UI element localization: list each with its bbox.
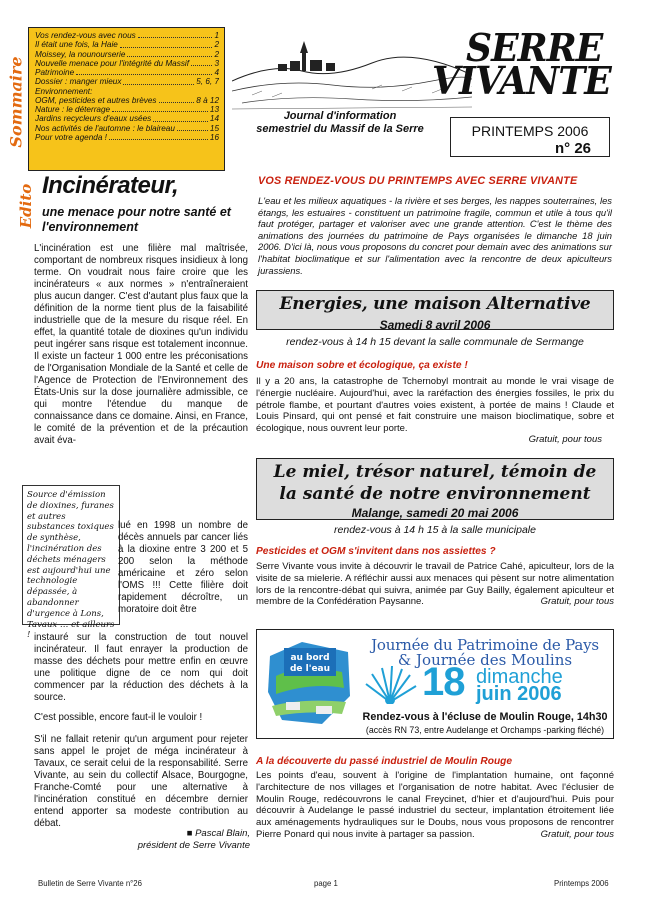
toc-item: Jardins recycleurs d'eaux usées 14 bbox=[35, 114, 219, 124]
event1-date: Samedi 8 avril 2006 bbox=[379, 318, 491, 332]
toc-item: Dossier : manger mieux 5, 6, 7 bbox=[35, 77, 219, 87]
section2-note: Gratuit, pour tous bbox=[540, 596, 614, 608]
patrimoine-month-year: juin 2006 bbox=[476, 683, 562, 705]
table-of-contents bbox=[28, 27, 225, 171]
edito-paragraph-4: C'est possible, encore faut-il le vouloir ! bbox=[34, 712, 203, 723]
mill-wheel-icon bbox=[362, 666, 418, 704]
section2-title: Pesticides et OGM s'invitent dans nos assiettes ? bbox=[256, 546, 496, 557]
issue-number: n° 26 bbox=[554, 140, 591, 157]
event1-meeting-point: rendez-vous à 14 h 15 devant la salle communale de Sermange bbox=[286, 336, 584, 348]
edito-label: Edito bbox=[17, 183, 35, 229]
edito-pull-quote: Source d'émission de dioxines, furanes et autres substances toxiques de synthèse, l'incinération des déchets ménagers est aujourd'hui une technologie dépassée, à abandonner d'urgence à Lons, Tavaux … et ailleurs ! bbox=[22, 485, 120, 625]
section3-text: Les points d'eau, souvent à l'origine de l'implantation humaine, ont façonné l'architecture de nos villages et l'organisation de notre habitat. Avec l'éclusier de Moulin Rouge, redécouvrons le canal Freycinet, d'hier et d'aujourd'hui. Puis pour découvrir à Audelange le passé industriel du secteur, implantation étroitement liée aux aménagements hydrauliques sur le Doubs, nous vous proposons de rencontrer Pierre Ponard qui nous invite à partager sa passion. Gratuit, pour tous bbox=[256, 770, 614, 840]
toc-item: Nouvelle menace pour l'intégrité du Massif 3 bbox=[35, 58, 219, 68]
svg-text:de l'eau: de l'eau bbox=[289, 664, 331, 674]
edito-paragraph-3: instauré sur la construction de tout nouvel incinérateur. Il faut enrayer la production de masse des déchets pour mettre enfin en œuvre une politique digne de ce nom qui doit commencer par la réduction des déchets à la source. bbox=[34, 632, 248, 703]
patrimoine-line2: & Journée des Moulins bbox=[397, 651, 573, 669]
toc-item: Il était une fois, la Haie 2 bbox=[35, 40, 219, 50]
rendezvous-intro: L'eau et les milieux aquatiques - la rivière et ses berges, les nappes souterraines, les étangs, les estuaires - constituent un patrimoine fragile, commun et utile à tous qu'il faut protéger, partager et valoriser avec une grande attention. C'est le thème des animations des journées du patrimoine de Pays organisées le dimanche 18 juin 2006. D'ici là, nous vous proposons du concret pour demain avec des animations sur l'habitat bioclimatique et sur l'alimentation avec la rencontre de deux apiculteurs jurassiens. bbox=[258, 195, 612, 276]
section1-title: Une maison sobre et écologique, ça existe ! bbox=[256, 360, 468, 371]
toc-item: Pour votre agenda ! 16 bbox=[35, 132, 219, 142]
edito-title: Incinérateur, bbox=[42, 172, 179, 199]
patrimoine-meeting-point: Rendez-vous à l'écluse de Moulin Rouge, 14h30 bbox=[362, 711, 608, 723]
toc-item: Nature : le déterrage 13 bbox=[35, 105, 219, 114]
toc-item: Nos activités de l'automne : le blaireau 15 bbox=[35, 123, 219, 133]
footer-bulletin: Bulletin de Serre Vivante n°26 bbox=[38, 879, 142, 888]
edito-paragraph-1: L'incinération est une filière mal maîtrisée, comportant de nombreux risques insidieux à long terme. On voudrait nous faire croire que les incinérateurs « aux normes » n'entraîneraient plus aucun danger. C'est d'autant plus faux que la définition de la norme tient plus de la faisabilité industrielle que de la mesure du risque réel. En effet, la quantité totale de dioxines qu'un individu peut ingérer sans risque est totalement inconnue. Il existe un facteur 1 000 entre les préconisations de l'Organisation Mondiale de la Santé et celle de l'Agence de Protection de l'Environnement des États-Unis sur la dose journalière admissible, ce qui montre l'étendue du manque de connaissance dans ce domaine. Ainsi, en France, le comité de la prévention et de la précaution avait éva- bbox=[34, 243, 248, 446]
patrimoine-day-name: dimanche bbox=[476, 666, 563, 688]
rendezvous-heading: VOS RENDEZ-VOUS DU PRINTEMPS AVEC SERRE VIVANTE bbox=[258, 175, 578, 187]
event2-meeting-point: rendez-vous à 14 h 15 à la salle municipale bbox=[334, 524, 536, 536]
section2-text: Serre Vivante vous invite à découvrir le travail de Patrice Cahé, apiculteur, lors de la visite de sa mielerie. A réfléchir aussi aux menaces qui pèsent sur notre alimentation lors de la rencontre-débat qui suivra, animée par Guy Bailly, également apiculteur et membre de la Confédération Paysanne. Gratuit, pour tous bbox=[256, 561, 614, 608]
au-bord-de-l-eau-logo bbox=[262, 636, 356, 732]
patrimoine-access: (accès RN 73, entre Audelange et Orchamps -parking fléché) bbox=[365, 725, 605, 735]
event1-title: Energies, une maison Alternative bbox=[279, 294, 591, 314]
edition-box bbox=[450, 117, 610, 157]
masthead-title-line2: VIVANTE bbox=[432, 58, 611, 103]
svg-text:au bord: au bord bbox=[290, 653, 330, 663]
edito-subtitle: une menace pour notre santé et l'environnement bbox=[42, 205, 231, 234]
patrimoine-day-number: 18 bbox=[422, 660, 465, 704]
toc-item: Environnement: bbox=[35, 86, 93, 96]
edito-signature: ■ Pascal Blain, président de Serre Vivante bbox=[137, 828, 250, 851]
toc-item: Moissey, la nounourserie 2 bbox=[35, 49, 219, 59]
masthead-title-line1: SERRE bbox=[466, 25, 603, 70]
edito-paragraph-2: lué en 1998 un nombre de décès annuels par cancer liés à la dioxine entre 3 200 et 5 200 selon la méthode américaine et zéro selon l'OMS !!! Cette filière doit rapidement décroître, un moratoire doit être bbox=[118, 520, 248, 615]
footer-season: Printemps 2006 bbox=[554, 879, 609, 888]
edito-paragraph-5: S'il ne fallait retenir qu'un argument pour rejeter sans appel le projet de méga incinérateur à Tavaux, ce serait celui de la responsabilité. Serre Vivante, au sein du collectif Alsace, Bourgogne, Franche-Comté pour une alternative à l'incinération constitué en décembre dernier entend apporter sa modeste contribution au débat. bbox=[34, 734, 248, 829]
patrimoine-line1: Journée du Patrimoine de Pays bbox=[371, 636, 599, 654]
section1-note: Gratuit, pour tous bbox=[528, 434, 602, 445]
edition-season: PRINTEMPS 2006 bbox=[471, 123, 589, 139]
sommaire-label: Sommaire bbox=[6, 56, 26, 148]
event2-title-line1: Le miel, trésor naturel, témoin de bbox=[273, 462, 597, 482]
section3-note: Gratuit, pour tous bbox=[540, 828, 614, 840]
footer-page-number: page 1 bbox=[314, 879, 338, 888]
event2-date: Malange, samedi 20 mai 2006 bbox=[351, 506, 519, 520]
section1-text: Il y a 20 ans, la catastrophe de Tchernobyl montrait au monde le vrai visage de l'énergie nucléaire. Aujourd'hui, avec la raréfaction des énergies fossiles, le prix du pétrole flambe, et pourtant d'autres voies existent, à portée de mains ! Claude et Louis Pinsard, qui ont pensé et fait construire une maison bioclimatique, sobre et écologique, nous ouvrent leur porte. bbox=[256, 376, 614, 435]
toc-item: Patrimoine 4 bbox=[35, 68, 219, 77]
toc-item: OGM, pesticides et autres brèves 8 à 12 bbox=[35, 95, 219, 105]
section3-title: A la découverte du passé industriel de Moulin Rouge bbox=[256, 756, 513, 767]
toc-item: Vos rendez-vous avec nous 1 bbox=[35, 31, 219, 40]
event2-title-line2: la santé de notre environnement bbox=[279, 484, 591, 504]
masthead-subtitle: Journal d'information semestriel du Massif de la Serre bbox=[256, 110, 424, 135]
